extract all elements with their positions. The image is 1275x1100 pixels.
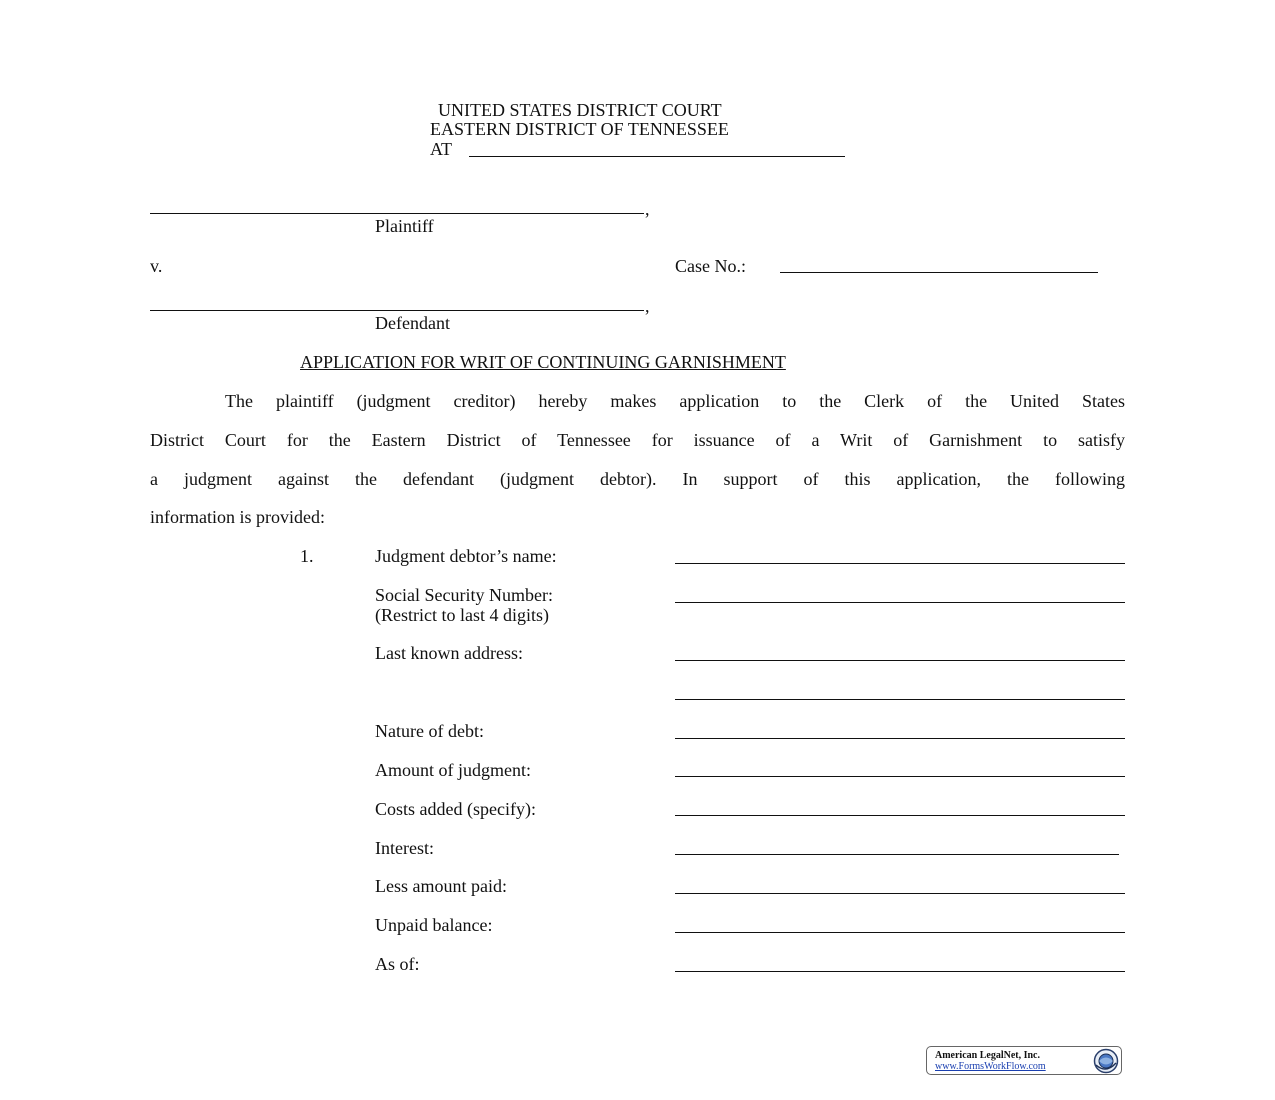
costs-added-field[interactable]: [675, 815, 1125, 816]
amount-of-judgment-label: Amount of judgment:: [375, 760, 531, 780]
forms-workflow-badge[interactable]: [926, 1046, 1122, 1075]
body-line-2: District Court for the Eastern District of Tennessee for issuance of a Writ of Garnishment to satisfy: [150, 430, 1125, 450]
court-district: EASTERN DISTRICT OF TENNESSEE: [430, 119, 729, 139]
as-of-field[interactable]: [675, 971, 1125, 972]
debtor-name-field[interactable]: [675, 563, 1125, 564]
defendant-label: Defendant: [375, 313, 450, 333]
address-field-line-2[interactable]: [675, 699, 1125, 700]
interest-label: Interest:: [375, 838, 434, 858]
as-of-label: As of:: [375, 954, 420, 974]
badge-company-name: American LegalNet, Inc.: [935, 1050, 1040, 1061]
interest-field[interactable]: [675, 854, 1119, 855]
defendant-comma: ,: [645, 296, 650, 316]
nature-of-debt-label: Nature of debt:: [375, 721, 484, 741]
court-location-field[interactable]: [469, 156, 845, 157]
address-label: Last known address:: [375, 643, 523, 663]
address-field-line-1[interactable]: [675, 660, 1125, 661]
court-name: UNITED STATES DISTRICT COURT: [438, 100, 722, 120]
plaintiff-comma: ,: [645, 199, 650, 219]
case-number-label: Case No.:: [675, 256, 746, 276]
item-number: 1.: [300, 546, 314, 566]
versus-label: v.: [150, 256, 163, 276]
court-location-label: AT: [430, 139, 452, 159]
less-amount-paid-field[interactable]: [675, 893, 1125, 894]
unpaid-balance-label: Unpaid balance:: [375, 915, 493, 935]
unpaid-balance-field[interactable]: [675, 932, 1125, 933]
badge-url-link[interactable]: www.FormsWorkFlow.com: [935, 1061, 1046, 1072]
plaintiff-field[interactable]: [150, 213, 644, 214]
less-amount-paid-label: Less amount paid:: [375, 876, 507, 896]
document-title: APPLICATION FOR WRIT OF CONTINUING GARNISHMENT: [300, 352, 786, 372]
defendant-field[interactable]: [150, 310, 644, 311]
nature-of-debt-field[interactable]: [675, 738, 1125, 739]
costs-added-label: Costs added (specify):: [375, 799, 536, 819]
ssn-note: (Restrict to last 4 digits): [375, 605, 549, 625]
plaintiff-label: Plaintiff: [375, 216, 434, 236]
globe-logo-icon: [1093, 1048, 1119, 1074]
ssn-label: Social Security Number:: [375, 585, 553, 605]
body-line-4: information is provided:: [150, 507, 325, 527]
amount-of-judgment-field[interactable]: [675, 776, 1125, 777]
body-line-3: a judgment against the defendant (judgment debtor). In support of this application, the following: [150, 469, 1125, 489]
case-number-field[interactable]: [780, 272, 1098, 273]
ssn-field[interactable]: [675, 602, 1125, 603]
body-line-1: The plaintiff (judgment creditor) hereby makes application to the Clerk of the United States: [225, 391, 1125, 411]
debtor-name-label: Judgment debtor’s name:: [375, 546, 557, 566]
